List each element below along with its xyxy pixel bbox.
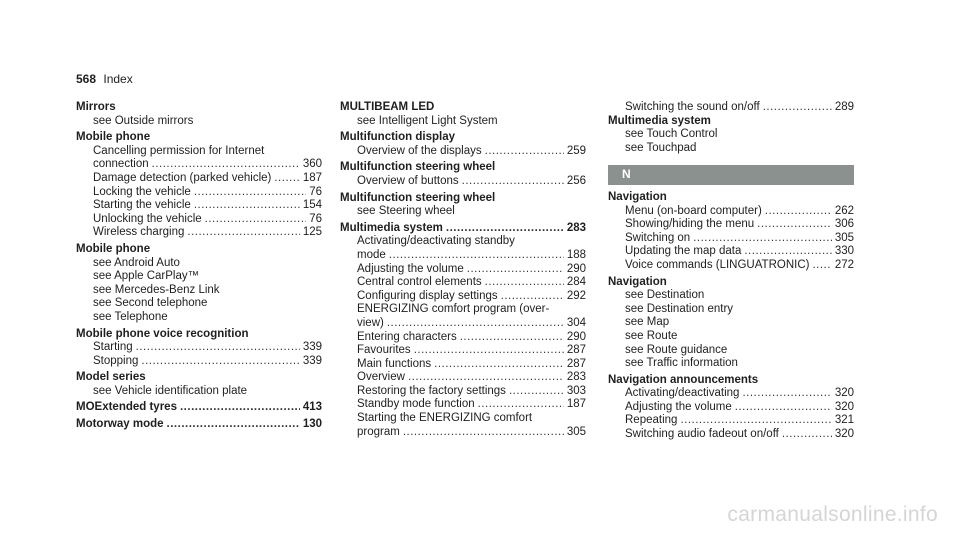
index-subentry [340,249,586,263]
page-reference: 320 [834,400,854,413]
leader-dots [757,218,832,232]
page-reference: 305 [834,231,854,244]
index-heading-entry [76,401,322,415]
index-heading: Mobile phone [76,242,151,255]
index-subentry: see Android Auto [93,256,180,269]
index-subentry [340,331,586,345]
entry-text: mode [357,248,386,261]
index-subentry [76,199,322,213]
index-heading: Navigation [608,275,667,288]
leader-dots [509,385,564,399]
leader-dots [462,175,564,189]
index-heading: Multimedia system [608,114,711,127]
page-reference: 283 [566,371,586,384]
entry-text: connection [93,158,149,171]
index-subentry [340,426,586,440]
page-reference: 330 [834,245,854,258]
leader-dots [485,145,564,159]
index-subentry [608,387,854,401]
leader-dots [136,341,300,355]
index-subentry: see Intelligent Light System [357,114,498,127]
index-column-1 [76,101,322,432]
page-reference: 187 [302,171,322,184]
leader-dots [460,331,564,345]
page-reference: 154 [302,199,322,212]
page-reference: 125 [302,226,322,239]
leader-dots [485,276,564,290]
page-reference: 187 [566,398,586,411]
index-subentry [76,172,322,186]
leader-dots [187,226,299,240]
index-subentry: see Route guidance [625,343,728,356]
leader-dots [194,186,306,200]
page-header [76,72,133,86]
page-reference: 290 [566,330,586,343]
index-subentry: see Touchpad [625,141,697,154]
page-reference: 272 [834,258,854,271]
index-subentry: Activating/deactivating standby [357,235,515,248]
entry-text: Updating the map data [625,245,742,258]
index-heading: Mobile phone [76,131,151,144]
index-subentry [340,276,586,290]
index-heading: Multifunction steering wheel [340,191,496,204]
entry-text: Overview of the displays [357,144,482,157]
leader-dots [735,401,832,415]
page-reference: 303 [566,384,586,397]
page-reference: 188 [566,248,586,261]
index-heading-entry [340,222,586,236]
index-subentry [340,371,586,385]
index-subentry [608,218,854,232]
page-reference: 320 [834,428,854,441]
leader-dots [194,199,300,213]
page-reference: 305 [566,425,586,438]
index-subentry [76,158,322,172]
index-heading: Model series [76,371,146,384]
entry-text: Favourites [357,344,411,357]
entry-text: Menu (on-board computer) [625,204,762,217]
page-reference: 76 [309,185,322,198]
index-subentry: see Destination [625,289,705,302]
entry-text: view) [357,316,384,329]
index-subentry [608,101,854,115]
leader-dots [141,355,299,369]
page-section-title: Index [103,72,133,86]
index-subentry: Starting the ENERGIZING comfort [357,412,533,425]
leader-dots [782,428,832,442]
index-subentry [340,385,586,399]
entry-text: program [357,425,400,438]
index-subentry [608,259,854,273]
index-subentry [76,226,322,240]
page-reference: 321 [834,414,854,427]
index-subentry: see Steering wheel [357,205,455,218]
index-subentry: ENERGIZING comfort program (over- [357,303,550,316]
page-reference: 292 [566,289,586,302]
index-subentry [340,145,586,159]
leader-dots [403,426,564,440]
index-subentry [340,358,586,372]
index-subentry: see Touch Control [625,128,718,141]
entry-text: Switching on [625,231,691,244]
leader-dots [744,245,831,259]
index-subentry [608,205,854,219]
page-reference: 287 [566,344,586,357]
index-subentry [340,398,586,412]
page-reference: 256 [566,174,586,187]
page-reference: 289 [834,101,854,113]
index-subentry: see Mercedes-Benz Link [93,283,220,296]
page-reference: 262 [834,204,854,217]
leader-dots [478,398,564,412]
index-subentry: see Route [625,329,678,342]
page-reference: 259 [566,144,586,157]
entry-text: Adjusting the volume [357,262,464,275]
entry-text: Stopping [93,354,139,367]
entry-text: Showing/hiding the menu [625,218,755,231]
leader-dots [467,263,564,277]
leader-dots [763,101,832,115]
leader-dots [180,401,300,415]
entry-text: Damage detection (parked vehicle) [93,171,272,184]
leader-dots [274,172,299,186]
page-reference: 339 [302,354,322,367]
entry-text: Multimedia system [340,221,443,234]
index-subentry: see Outside mirrors [93,114,194,127]
entry-text: MOExtended tyres [76,401,177,414]
page-reference: 339 [302,341,322,354]
page-reference: 283 [566,221,586,234]
page-reference: 413 [302,401,322,414]
entry-text: Repeating [625,414,678,427]
entry-text: Restoring the factory settings [357,384,506,397]
index-subentry: see Traffic information [625,357,738,370]
entry-text: Motorway mode [76,418,164,431]
entry-text: Voice commands (LINGUATRONIC) [625,258,810,271]
index-subentry: see Destination entry [625,302,734,315]
index-column-3 [608,101,854,442]
page-reference: 306 [834,218,854,231]
leader-dots [152,158,300,172]
entry-text: Locking the vehicle [93,185,191,198]
leader-dots [446,222,564,236]
index-subentry [608,414,854,428]
index-subentry [340,344,586,358]
index-subentry [340,317,586,331]
page-reference: 130 [302,418,322,431]
page-reference: 320 [834,387,854,400]
index-subentry [608,401,854,415]
leader-dots [414,344,564,358]
index-subentry: Cancelling permission for Internet [93,144,265,157]
index-subentry [608,245,854,259]
index-column-2 [340,101,586,439]
index-subentry [608,232,854,246]
leader-dots [387,317,564,331]
entry-text: Main functions [357,357,432,370]
index-subentry: see Second telephone [93,297,208,310]
page-reference: 360 [302,158,322,171]
entry-text: Overview [357,371,405,384]
entry-text: Overview of buttons [357,174,459,187]
index-heading: Mobile phone voice recognition [76,327,249,340]
leader-dots [501,290,564,304]
index-subentry [340,290,586,304]
index-heading-entry [76,418,322,432]
section-letter-badge: N [608,165,854,185]
entry-text: Activating/deactivating [625,387,740,400]
leader-dots [812,259,831,273]
index-heading: Multifunction display [340,131,455,144]
entry-text: Switching the sound on/off [625,101,760,113]
page-reference: 287 [566,357,586,370]
entry-text: Switching audio fadeout on/off [625,428,779,441]
index-heading: Navigation [608,190,667,203]
leader-dots [765,205,832,219]
index-subentry [76,186,322,200]
watermark: carmanualsonline.info [727,503,938,526]
index-heading: MULTIBEAM LED [340,101,435,113]
index-heading: Multifunction steering wheel [340,161,496,174]
index-subentry [340,175,586,189]
index-subentry [76,213,322,227]
index-subentry [76,355,322,369]
leader-dots [434,358,564,372]
leader-dots [742,387,831,401]
index-subentry: see Map [625,316,670,329]
index-subentry: see Telephone [93,310,168,323]
index-subentry [76,341,322,355]
page-reference: 76 [309,212,322,225]
entry-text: Adjusting the volume [625,400,732,413]
index-subentry [340,263,586,277]
index-subentry: see Apple CarPlay™ [93,270,200,283]
leader-dots [680,414,831,428]
leader-dots [167,418,300,432]
index-subentry [608,428,854,442]
page-reference: 304 [566,316,586,329]
index-heading: Mirrors [76,101,116,113]
leader-dots [408,371,564,385]
page-reference: 284 [566,276,586,289]
leader-dots [693,232,832,246]
entry-text: Entering characters [357,330,457,343]
entry-text: Starting the vehicle [93,199,191,212]
index-heading: Navigation announcements [608,373,759,386]
entry-text: Configuring display settings [357,289,498,302]
page-number: 568 [76,72,97,86]
leader-dots [389,249,564,263]
entry-text: Unlocking the vehicle [93,212,202,225]
page-reference: 290 [566,262,586,275]
entry-text: Starting [93,341,133,354]
leader-dots [205,213,307,227]
entry-text: Wireless charging [93,226,185,239]
index-subentry: see Vehicle identification plate [93,384,248,397]
entry-text: Central control elements [357,276,482,289]
entry-text: Standby mode function [357,398,475,411]
